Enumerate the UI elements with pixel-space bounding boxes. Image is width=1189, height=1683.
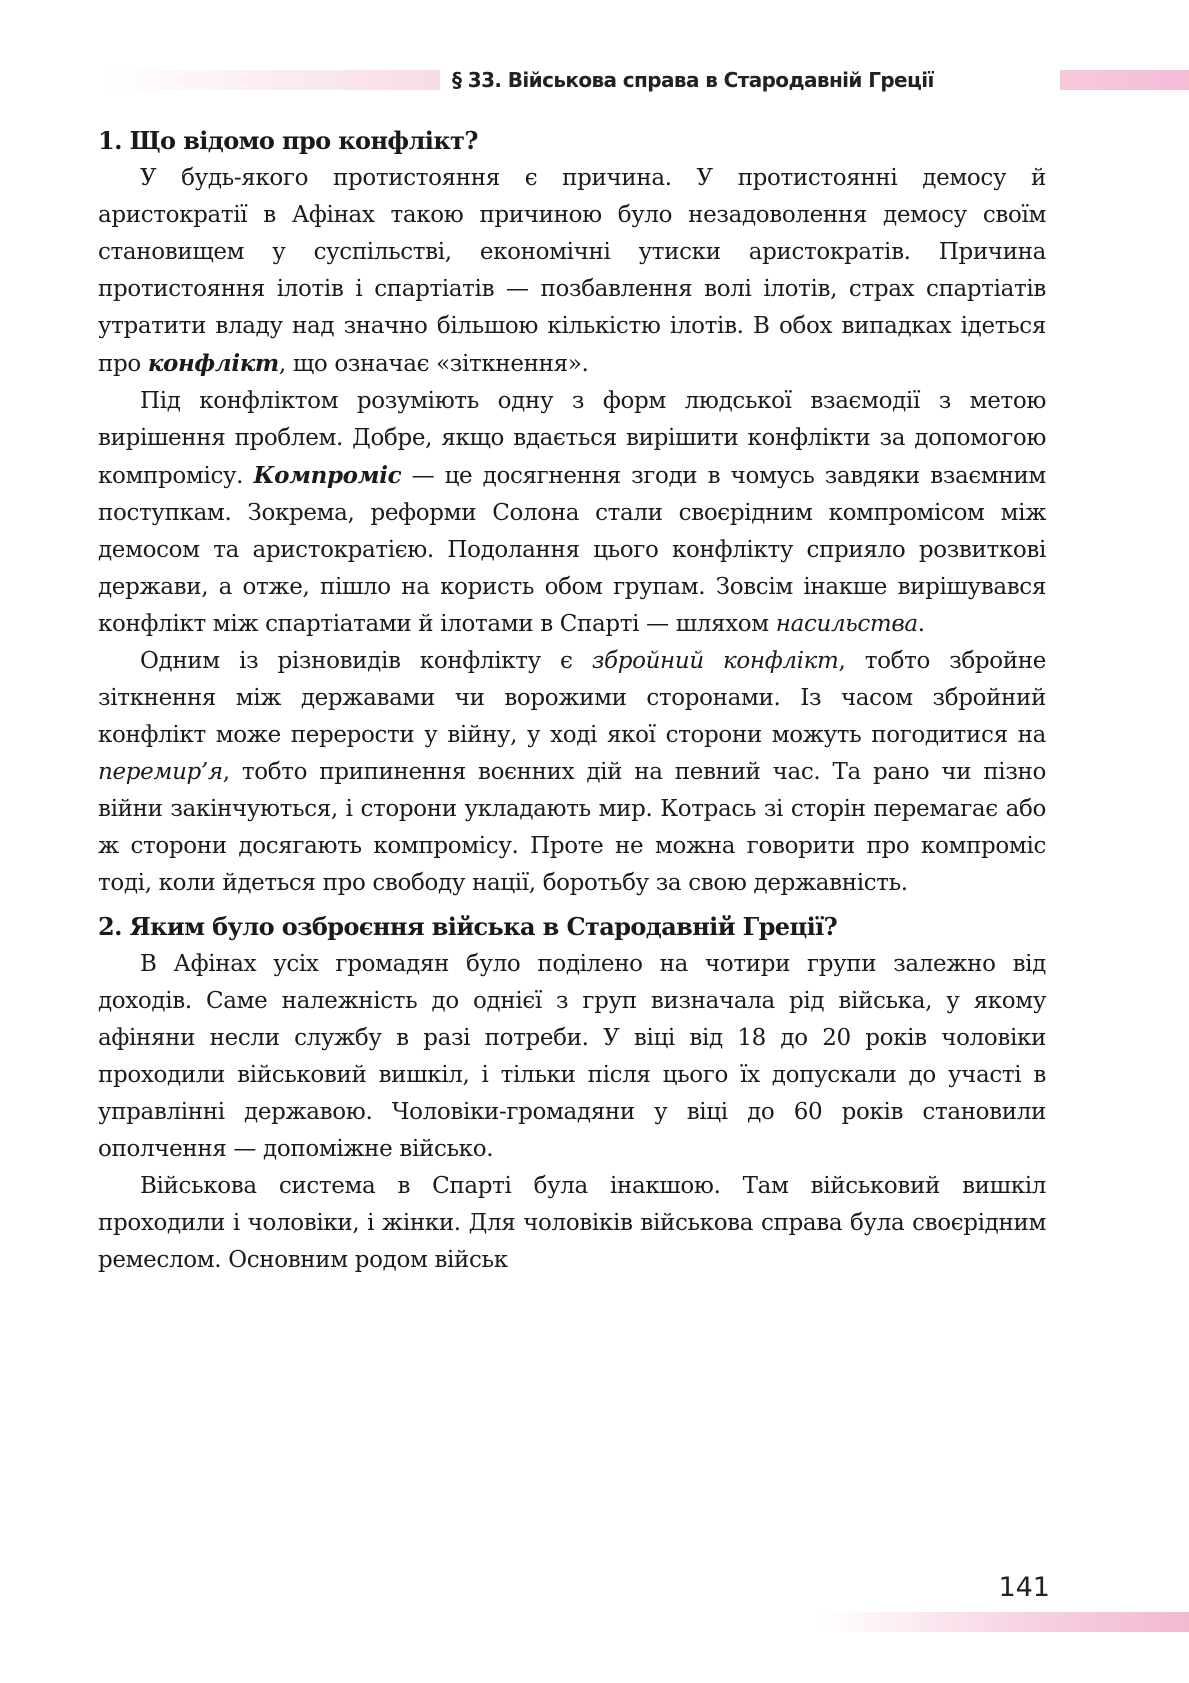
section-2-heading: 2. Яким було озброєння війська в Стародавній Греції? <box>98 912 838 941</box>
term-violence: насильства <box>775 611 918 637</box>
header-decor-bar-right <box>1060 70 1189 90</box>
text-run: Під конфліктом розуміють одну з форм людської взаємодії з метою вирішення проблем. Добре, якщо вдається вирішити конфлікти за допомогою компромісу. <box>98 388 1046 489</box>
footer-decor-bar <box>820 1612 1189 1632</box>
text-run: . <box>917 611 925 637</box>
page-body <box>98 122 1046 1279</box>
section-2-paragraph-1 <box>98 946 1046 1168</box>
section-1-heading: 1. Що відомо про конфлікт? <box>98 126 478 155</box>
term-armed-conflict: збройний конфлікт <box>591 648 839 674</box>
page-number: 141 <box>998 1572 1050 1603</box>
text-run: В Афінах усіх громадян було поділено на чотири групи залежно від доходів. Саме належність до однієї з груп визначала рід війська, у якому афіняни несли службу в разі потреби. У віці від 18 до 20 років чоловіки проходили військовий вишкіл, і тільки після цього їх допускали до участі в управлінні державою. Чоловіки-громадяни у віці до 60 років становили ополчення — допоміжне військо. <box>98 951 1046 1162</box>
text-run: У будь-якого протистояння є причина. У протистоянні демосу й аристократії в Афінах такою причиною було незадоволення демосу своїм становищем у суспільстві, економічні утиски аристократів. Причина протистояння ілотів і спартіатів — позбавлення волі ілотів, страх спартіатів утратити владу над значно більшою кількістю ілотів. В обох випадках ідеться про <box>98 165 1046 377</box>
section-1-paragraph-1 <box>98 160 1046 383</box>
chapter-title: § 33. Військова справа в Стародавній Греції <box>452 68 934 92</box>
text-run: , тобто припинення воєнних дій на певний час. Та рано чи пізно війни закінчуються, і сторони укладають мир. Котрась зі сторін перемагає або ж сторони досягають компромісу. Проте не можна говорити про компроміс тоді, коли йдеться про свободу нації, боротьбу за свою державність. <box>98 759 1046 896</box>
term-compromise: Компроміс <box>253 462 402 489</box>
section-2-paragraph-2 <box>98 1168 1046 1279</box>
section-1-paragraph-2 <box>98 383 1046 643</box>
text-run: , що означає «зіткнення». <box>278 351 589 377</box>
term-conflict: конфлікт <box>147 350 279 377</box>
section-1-paragraph-3 <box>98 643 1046 902</box>
text-run: , тобто збройне зіткнення між державами чи ворожими сторонами. Із часом збройний конфлікт може перерости у війну, у ході якої сторони можуть погодитися на <box>98 648 1046 748</box>
text-run: — це досягнення згоди в чомусь завдяки взаємним поступкам. Зокрема, реформи Солона стали своєрідним компромісом між демосом та аристократією. Подолання цього конфлікту сприяло розвиткові держави, а отже, пішло на користь обом групам. Зовсім інакше вирішувався конфлікт між спартіатами й ілотами в Спарті — шляхом <box>98 463 1046 637</box>
text-run: Військова система в Спарті була інакшою. Там військовий вишкіл проходили і чоловіки, і жінки. Для чоловіків військова справа була своєрідним ремеслом. Основним родом військ <box>98 1173 1046 1273</box>
header-decor-bar-left <box>100 70 440 90</box>
term-truce: перемир’я <box>98 759 223 785</box>
running-header <box>0 66 1189 94</box>
text-run: Одним із різновидів конфлікту є <box>140 648 592 674</box>
